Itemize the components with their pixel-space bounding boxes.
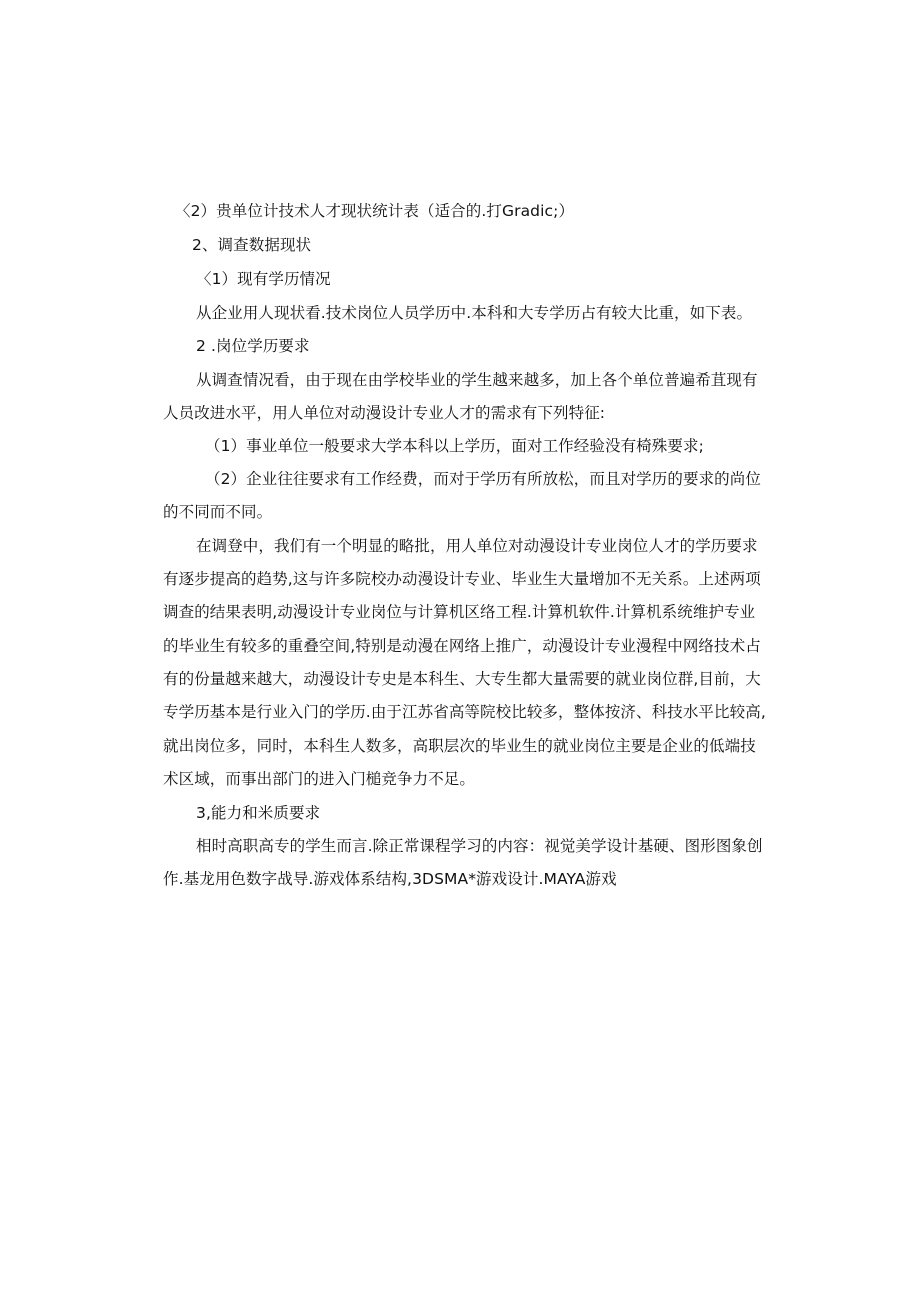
paragraph-line: 作.基龙用色数字战导.游戏体系结构,3DSMA*游戏设计.MAYA游戏 [163,870,617,888]
survey-table-caption: 〈2）贵单位计技术人才现状统计表（适合的.打Gradic;） [175,202,575,220]
section-heading-ability-quality: 3,能力和米质要求 [196,804,321,822]
subheading-education-status: 〈1）现有学历情况 [196,270,331,288]
paragraph-line: 相时高职高专的学生而言.除正常课程学习的内容：视觉美学设计基硬、图形图象创 [196,837,763,855]
paragraph-line: 专学历基本是行业入门的学历.由于江苏省高等院校比较多，整体按济、科技水平比较高, [163,703,766,721]
paragraph-line: 从企业用人现状看.技术岗位人员学历中.本科和大专学历占有较大比重，如下表。 [196,304,753,322]
paragraph-line: 从调查情况看，由于现在由学校毕业的学生越来越多，加上各个单位普遍希苴现有 [196,371,758,389]
paragraph-line: 人员改进水平，用人单位对动漫设计专业人才的需求有下列特征: [163,404,606,422]
list-item: （2）企业往往要求有工作经费，而对于学历有所放松，而且对学历的要求的尚位 [205,470,761,488]
paragraph-line: 有逐步提高的趋势,这与许多院校办动漫设计专业、毕业生大量增加不无关系。上述两项 [163,570,761,588]
paragraph-line: 术区域，而事出部门的进入门槌竞争力不足。 [163,770,476,788]
paragraph-line: 的毕业生有较多的重叠空间,特别是动漫在网络上推广，动漫设计专业漫程中网络技术占 [163,637,761,655]
list-item-continuation: 的不同而不同。 [163,503,273,521]
paragraph-line: 在调登中，我们有一个明显的略批，用人单位对动漫设计专业岗位人才的学历要求 [196,537,758,555]
paragraph-line: 调查的结果表明,动漫设计专业岗位与计算机区络工程.计算机软件.计算机系统维护专业 [163,603,756,621]
paragraph-line: 就出岗位多，同时，本科生人数多，高职层次的毕业生的就业岗位主要是企业的低端技 [163,737,756,755]
list-item: （1）事业单位一般要求大学本科以上学历，面对工作经验没有椅殊要求; [205,437,704,455]
section-heading-education-requirements: 2 .岗位学历要求 [196,337,310,355]
paragraph-line: 有的份量越来越大，动漫设计专史是本科生、大专生都大量需要的就业岗位群,目前，大 [163,670,761,688]
section-heading-survey-data: 2、调查数据现状 [192,236,312,254]
